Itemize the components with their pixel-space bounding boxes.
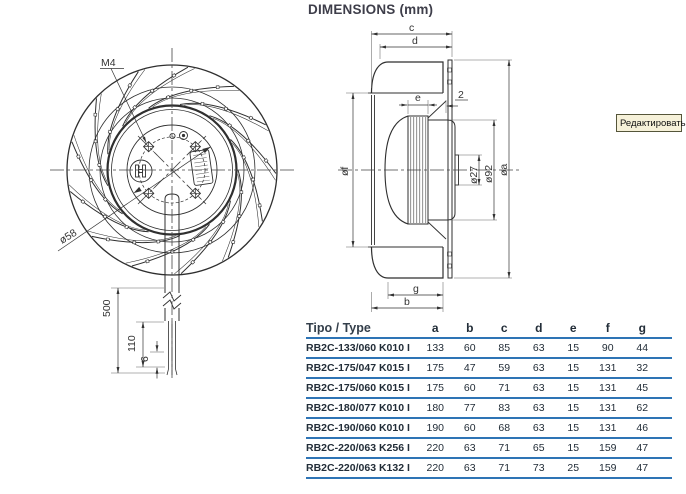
table-row: [306, 339, 672, 359]
cell-value: 71: [498, 442, 511, 454]
dim-table-header: [306, 320, 672, 339]
cell-value: 60: [463, 342, 476, 354]
side-view-drawing: [338, 22, 522, 312]
col-header-g: g: [638, 321, 646, 335]
label-b: b: [404, 296, 410, 308]
cell-value: 15: [567, 442, 580, 454]
cell-value: 71: [498, 462, 511, 474]
cell-value: 25: [567, 462, 580, 474]
page-title: DIMENSIONS (mm): [308, 2, 434, 17]
cell-value: 131: [598, 422, 617, 434]
cell-value: 60: [463, 422, 476, 434]
cell-type: RB2C-180/077 K010 I: [306, 402, 410, 414]
label-g: g: [413, 283, 419, 295]
dimensions-table: [306, 320, 672, 479]
cell-value: 15: [567, 382, 580, 394]
label-df: øf: [339, 166, 351, 176]
cell-type: RB2C-220/063 K256 I: [306, 442, 410, 454]
cell-type: RB2C-175/060 K015 I: [306, 382, 410, 394]
cell-value: 60: [463, 382, 476, 394]
label-d: d: [412, 35, 418, 47]
label-d58: ø58: [57, 226, 79, 247]
cell-value: 220: [426, 462, 445, 474]
cell-value: 63: [532, 382, 545, 394]
table-row: [306, 459, 672, 479]
label-6: 6: [139, 356, 151, 362]
cell-value: 131: [598, 382, 617, 394]
cable-grommet: [130, 160, 152, 182]
cell-value: 65: [532, 442, 545, 454]
cell-value: 133: [426, 342, 445, 354]
cell-type: RB2C-220/063 K132 I: [306, 462, 410, 474]
table-header-type: Tipo / Type: [306, 321, 371, 335]
cell-value: 45: [636, 382, 649, 394]
label-110: 110: [126, 335, 138, 352]
label-da: øa: [498, 163, 510, 176]
cell-value: 83: [498, 402, 511, 414]
cell-value: 47: [463, 362, 476, 374]
cell-value: 131: [598, 402, 617, 414]
front-view-drawing: [50, 48, 297, 379]
cell-value: 44: [636, 342, 649, 354]
cell-value: 47: [636, 442, 649, 454]
cell-value: 15: [567, 362, 580, 374]
label-2: 2: [458, 89, 464, 101]
cell-type: RB2C-190/060 K010 I: [306, 422, 410, 434]
cell-value: 71: [498, 382, 511, 394]
cell-value: 68: [498, 422, 511, 434]
col-header-a: a: [431, 321, 439, 335]
cell-value: 59: [498, 362, 511, 374]
table-row: [306, 399, 672, 419]
cell-value: 32: [636, 362, 649, 374]
cell-value: 63: [532, 362, 545, 374]
cell-value: 77: [463, 402, 476, 414]
col-header-e: e: [569, 321, 577, 335]
edit-button[interactable]: Редактировать: [616, 114, 682, 132]
cell-value: 131: [598, 362, 617, 374]
cell-value: 15: [567, 402, 580, 414]
cell-value: 175: [426, 362, 445, 374]
cell-value: 63: [532, 342, 545, 354]
cell-value: 15: [567, 422, 580, 434]
col-header-b: b: [466, 321, 474, 335]
cell-value: 180: [426, 402, 445, 414]
cell-value: 190: [426, 422, 445, 434]
table-row: [306, 359, 672, 379]
cell-type: RB2C-133/060 K010 I: [306, 342, 410, 354]
col-header-f: f: [605, 321, 610, 335]
back-plate: [448, 60, 452, 278]
cell-value: 62: [636, 402, 649, 414]
label-e: e: [415, 92, 421, 104]
label-500: 500: [101, 299, 113, 317]
cell-value: 15: [567, 342, 580, 354]
cell-value: 73: [532, 462, 545, 474]
label-c: c: [409, 22, 415, 34]
cell-value: 47: [636, 462, 649, 474]
label-d27: ø27: [468, 165, 480, 184]
cell-type: RB2C-175/047 K015 I: [306, 362, 410, 374]
label-m4: M4: [101, 57, 116, 69]
cell-value: 63: [463, 462, 476, 474]
col-header-c: c: [500, 321, 508, 335]
cell-value: 220: [426, 442, 445, 454]
dim-table-body: [306, 339, 672, 479]
table-row: [306, 439, 672, 459]
table-row: [306, 379, 672, 399]
cell-value: 46: [636, 422, 649, 434]
col-header-d: d: [535, 321, 543, 335]
cell-value: 175: [426, 382, 445, 394]
cell-value: 90: [601, 342, 614, 354]
cell-value: 63: [532, 402, 545, 414]
table-row: [306, 419, 672, 439]
label-d92: ø92: [483, 164, 495, 183]
cell-value: 63: [532, 422, 545, 434]
cell-value: 159: [598, 442, 617, 454]
cell-value: 85: [498, 342, 511, 354]
cell-value: 63: [463, 442, 476, 454]
cell-value: 159: [598, 462, 617, 474]
